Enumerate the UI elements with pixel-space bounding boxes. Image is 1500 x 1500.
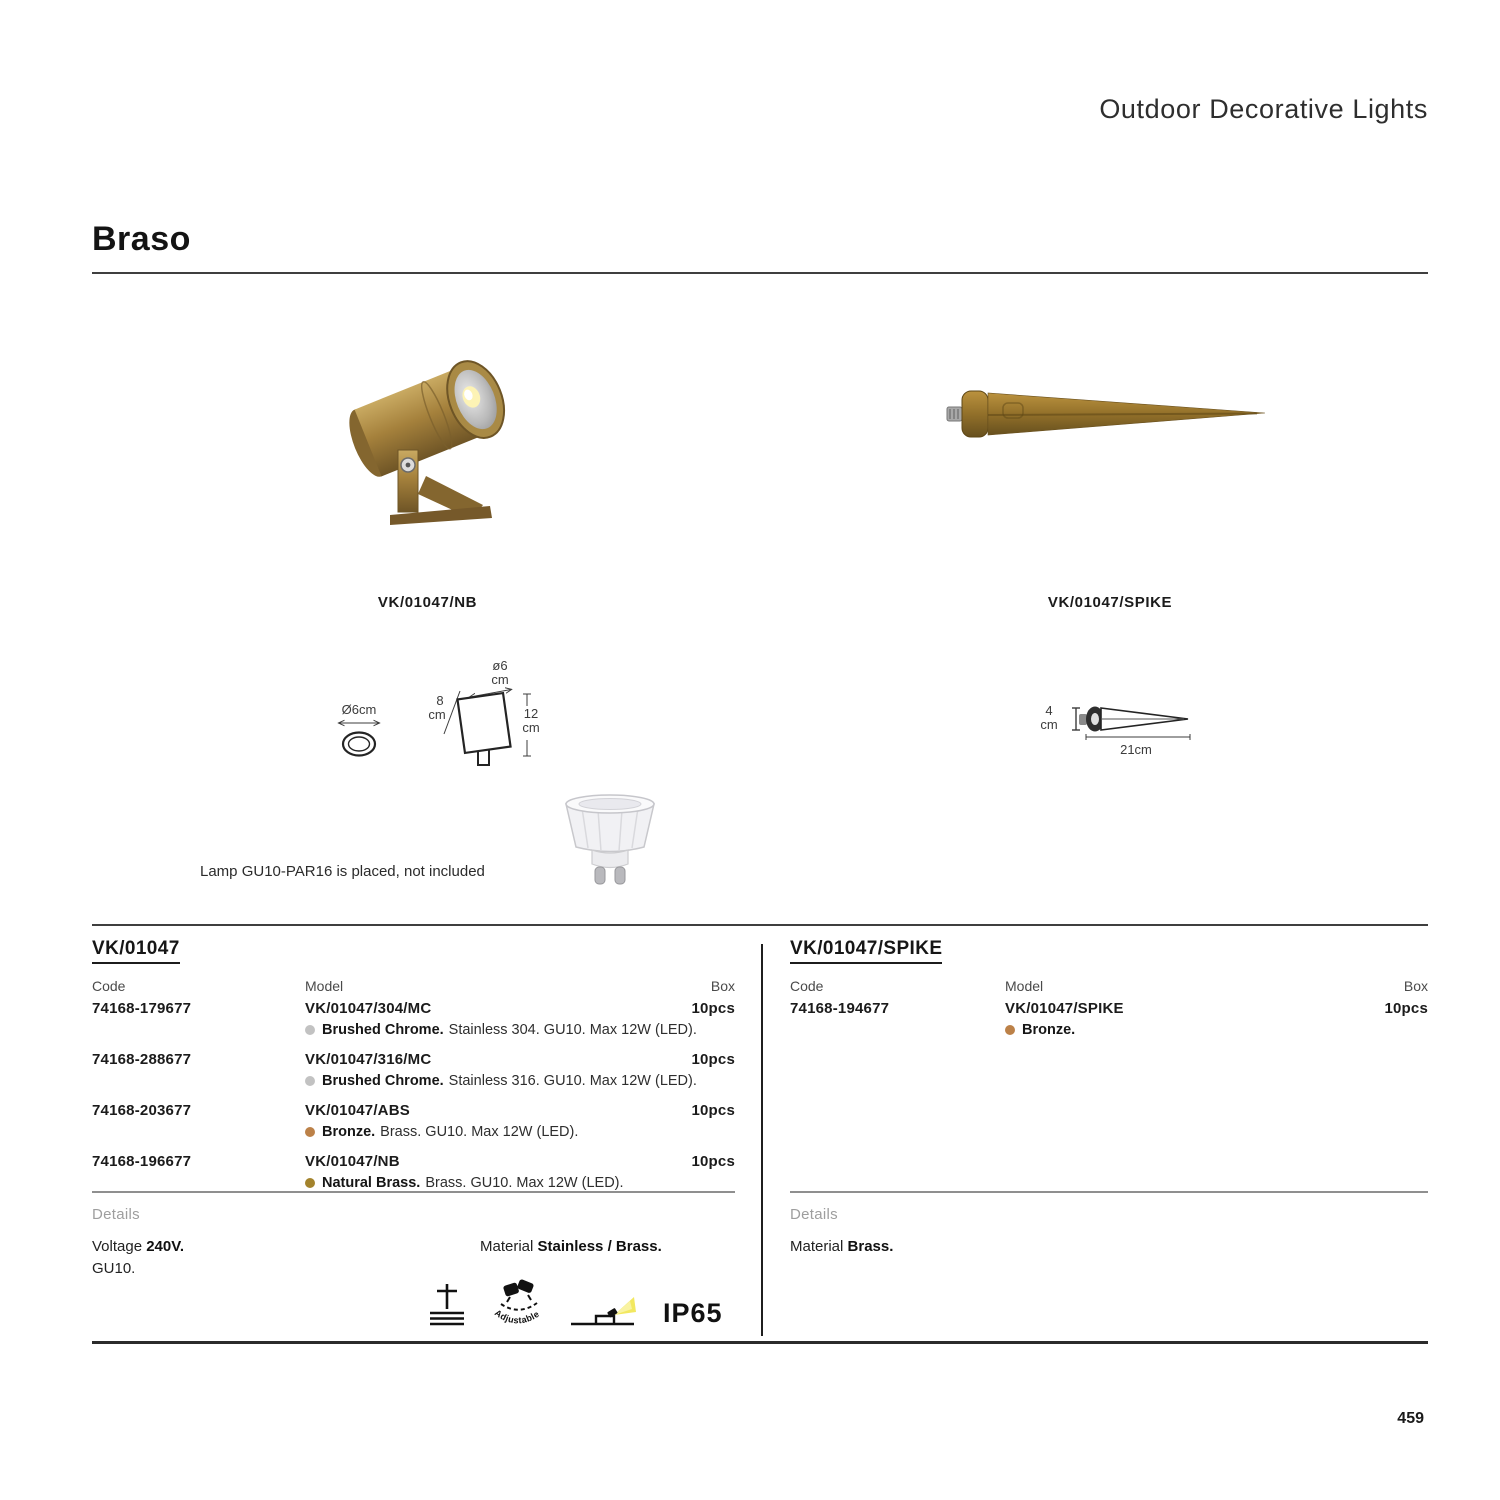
row-box: 10pcs bbox=[691, 1000, 735, 1017]
voltage-value: 240V. bbox=[146, 1238, 185, 1255]
page-number: 459 bbox=[1397, 1410, 1424, 1427]
row-model: VK/01047/NB bbox=[305, 1153, 400, 1170]
spike-dimensions-diagram bbox=[1028, 693, 1203, 761]
dim-spike-height-unit: cm bbox=[1040, 717, 1058, 732]
row-finish-line bbox=[305, 1022, 697, 1038]
left-details-label: Details bbox=[92, 1206, 140, 1223]
right-table-title: VK/01047/SPIKE bbox=[790, 938, 942, 964]
material-label: Material bbox=[790, 1238, 844, 1255]
dim-head-diameter-value: ø6 bbox=[492, 658, 508, 673]
ground-mount-icon bbox=[428, 1283, 466, 1327]
finish-desc: Brass. GU10. Max 12W (LED). bbox=[380, 1124, 579, 1140]
material-label: Material bbox=[480, 1238, 534, 1255]
finish-name: Bronze. bbox=[322, 1124, 376, 1140]
table-row bbox=[92, 1000, 735, 1051]
row-finish-line bbox=[1005, 1022, 1080, 1038]
table-row bbox=[790, 1000, 1428, 1051]
row-box: 10pcs bbox=[1384, 1000, 1428, 1017]
finish-name: Brushed Chrome. bbox=[322, 1073, 444, 1089]
row-finish-line bbox=[305, 1124, 578, 1140]
right-col-box: Box bbox=[1403, 978, 1428, 994]
finish-color-dot bbox=[305, 1178, 315, 1188]
row-code: 74168-179677 bbox=[92, 1000, 192, 1017]
gu10-lamp-image bbox=[556, 792, 664, 892]
finish-color-dot bbox=[305, 1076, 315, 1086]
row-model: VK/01047/316/MC bbox=[305, 1051, 432, 1068]
lamp-note: Lamp GU10-PAR16 is placed, not included bbox=[200, 863, 485, 880]
right-details-label: Details bbox=[790, 1206, 838, 1223]
spotlight-dimensions-diagram bbox=[328, 652, 563, 777]
right-details-separator bbox=[790, 1191, 1428, 1193]
dim-spike-length-label: 21cm bbox=[1120, 742, 1152, 757]
voltage-label: Voltage bbox=[92, 1238, 143, 1255]
row-model: VK/01047/ABS bbox=[305, 1102, 410, 1119]
row-code: 74168-196677 bbox=[92, 1153, 192, 1170]
dim-spike-height-value: 4 bbox=[1045, 703, 1053, 718]
finish-desc: Brass. GU10. Max 12W (LED). bbox=[425, 1175, 624, 1191]
finish-desc: Stainless 304. GU10. Max 12W (LED). bbox=[448, 1022, 697, 1038]
row-box: 10pcs bbox=[691, 1153, 735, 1170]
uplight-beam-icon bbox=[570, 1294, 636, 1328]
finish-name: Brushed Chrome. bbox=[322, 1022, 444, 1038]
spike-caption: VK/01047/SPIKE bbox=[1047, 594, 1173, 611]
dim-height-unit: cm bbox=[522, 720, 540, 735]
right-table bbox=[790, 938, 1428, 1051]
table-row bbox=[92, 1051, 735, 1102]
row-code: 74168-194677 bbox=[790, 1000, 890, 1017]
material-value: Stainless / Brass. bbox=[537, 1238, 662, 1255]
finish-color-dot bbox=[1005, 1025, 1015, 1035]
dim-height-value: 12 bbox=[523, 706, 539, 721]
right-col-code: Code bbox=[790, 978, 824, 994]
bottom-rule bbox=[92, 1341, 1428, 1344]
left-details-separator bbox=[92, 1191, 735, 1193]
left-table bbox=[92, 938, 735, 1204]
right-col-model: Model bbox=[1005, 978, 1044, 994]
row-code: 74168-203677 bbox=[92, 1102, 192, 1119]
finish-desc: Stainless 316. GU10. Max 12W (LED). bbox=[448, 1073, 697, 1089]
series-title: Braso bbox=[92, 220, 191, 258]
left-table-title: VK/01047 bbox=[92, 938, 180, 964]
row-code: 74168-288677 bbox=[92, 1051, 192, 1068]
page-header: Outdoor Decorative Lights bbox=[1099, 94, 1428, 124]
adjustable-icon bbox=[486, 1276, 552, 1334]
ip-rating: IP65 bbox=[663, 1298, 723, 1328]
dim-head-diameter-unit: cm bbox=[491, 672, 509, 687]
finish-name: Natural Brass. bbox=[322, 1175, 421, 1191]
material-value: Brass. bbox=[847, 1238, 894, 1255]
dim-base-diameter-label: Ø6cm bbox=[341, 702, 377, 717]
left-socket-line: GU10. bbox=[92, 1260, 136, 1277]
dim-depth-unit: cm bbox=[428, 707, 446, 722]
finish-name: Bronze. bbox=[1022, 1022, 1076, 1038]
spotlight-caption: VK/01047/NB bbox=[377, 594, 478, 611]
spotlight-product-image bbox=[320, 322, 535, 527]
table-row bbox=[92, 1102, 735, 1153]
left-table-header bbox=[92, 978, 735, 996]
row-finish-line bbox=[305, 1175, 624, 1191]
row-box: 10pcs bbox=[691, 1051, 735, 1068]
tables-divider bbox=[761, 944, 763, 1336]
left-col-box: Box bbox=[710, 978, 735, 994]
left-col-code: Code bbox=[92, 978, 126, 994]
right-material-line bbox=[790, 1238, 893, 1255]
left-material-line bbox=[480, 1238, 662, 1255]
tables-top-rule bbox=[92, 924, 1428, 926]
left-voltage-line bbox=[92, 1238, 184, 1255]
row-model: VK/01047/304/MC bbox=[305, 1000, 432, 1017]
title-rule bbox=[92, 272, 1428, 274]
adjustable-icon-label: Adjustable bbox=[492, 1307, 542, 1326]
table-row bbox=[92, 1153, 735, 1204]
spike-product-image bbox=[945, 378, 1275, 450]
row-finish-line bbox=[305, 1073, 697, 1089]
right-table-header bbox=[790, 978, 1428, 996]
row-box: 10pcs bbox=[691, 1102, 735, 1119]
left-col-model: Model bbox=[305, 978, 344, 994]
finish-color-dot bbox=[305, 1127, 315, 1137]
finish-color-dot bbox=[305, 1025, 315, 1035]
row-model: VK/01047/SPIKE bbox=[1005, 1000, 1124, 1017]
dim-depth-value: 8 bbox=[436, 693, 444, 708]
